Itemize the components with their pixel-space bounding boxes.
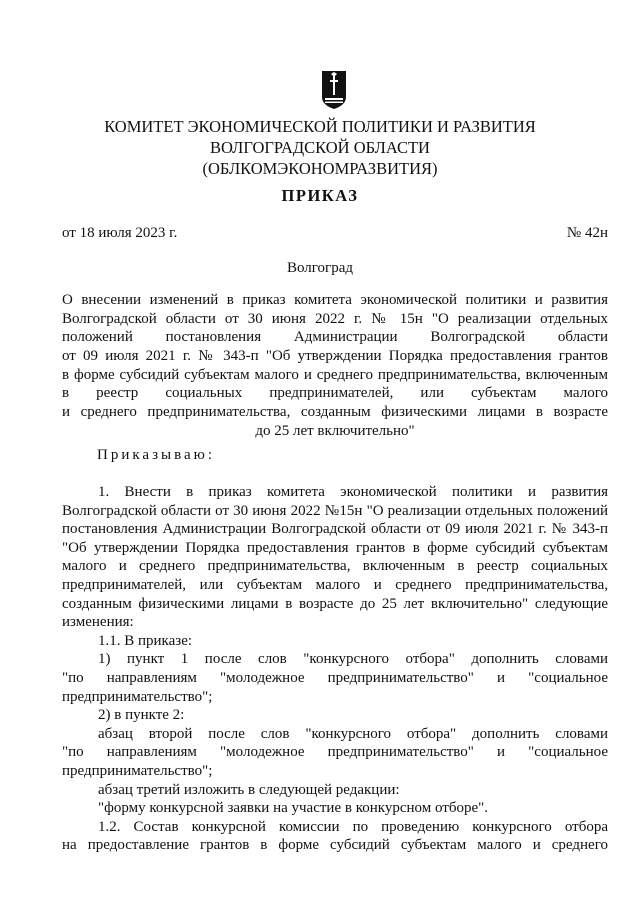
body-line: изменения:	[62, 614, 134, 631]
body-line: абзац второй после слов "конкурсного отбора" дополнить словами	[98, 725, 608, 742]
title-line: Волгоградской области от 30 июня 2022 г. № 15н "О реализации отдельных	[62, 310, 608, 327]
document-title	[62, 291, 608, 441]
document-date: от 18 июля 2023 г.	[62, 225, 178, 241]
body-line: 1.1. В приказе:	[98, 632, 193, 649]
document-type: ПРИКАЗ	[281, 186, 359, 205]
org-line-1: КОМИТЕТ ЭКОНОМИЧЕСКОЙ ПОЛИТИКИ И РАЗВИТИЯ	[104, 117, 536, 136]
body-line: "по направлениям "молодежное предпринимательство" и "социальное	[62, 669, 608, 686]
body-line: "форму конкурсной заявки на участие в конкурсном отборе".	[98, 800, 488, 817]
body-line: 2) в пункте 2:	[98, 707, 185, 724]
title-line: О внесении изменений в приказ комитета экономической политики и развития	[62, 292, 608, 308]
title-line: в реестр социальных предпринимателей, или субъектам малого	[62, 385, 608, 402]
document-city: Волгоград	[286, 260, 353, 276]
title-line: в форме субсидий субъектам малого и среднего предпринимательства, включенным	[62, 366, 608, 383]
body-line: 1. Внести в приказ комитета экономической политики и развития	[98, 484, 608, 500]
body-line: предпринимательство";	[62, 688, 213, 705]
organization-name	[0, 116, 640, 179]
org-line-2: ВОЛГОГРАДСКОЙ ОБЛАСТИ	[210, 138, 430, 157]
body-line: "по направлениям "молодежное предпринимательство" и "социальное	[62, 744, 608, 761]
org-line-3: (ОБЛКОМЭКОНОМРАЗВИТИЯ)	[202, 159, 438, 178]
order-word: Приказываю:	[97, 447, 215, 463]
body-line: предпринимательство";	[62, 762, 213, 779]
coat-of-arms-icon	[321, 70, 347, 110]
title-line: до 25 лет включительно"	[255, 422, 415, 439]
document-body	[62, 483, 608, 855]
body-line: постановления Администрации Волгоградской области от 09 июля 2021 г. № 343-п	[62, 521, 608, 538]
body-line: 1) пункт 1 после слов "конкурсного отбора" дополнить словами	[98, 651, 608, 668]
title-line: положений постановления Администрации Волгоградской области	[62, 329, 608, 346]
body-line: малого и среднего предпринимательства, включенным в реестр социальных	[62, 558, 608, 575]
body-line: "Об утверждении Порядка предоставления грантов в форме субсидий субъектам	[62, 539, 608, 556]
body-line: абзац третий изложить в следующей редакции:	[98, 781, 400, 798]
title-line: и среднего предпринимательства, созданным физическими лицами в возрасте	[62, 404, 608, 421]
body-line: предпринимателей, или субъектам малого и среднего предпринимательства,	[62, 576, 608, 593]
body-line: Волгоградской области от 30 июня 2022 №15н "О реализации отдельных положений	[62, 502, 608, 519]
document-number: № 42н	[566, 225, 608, 241]
title-line: от 09 июля 2021 г. № 343-п "Об утверждении Порядка предоставления грантов	[62, 348, 608, 365]
body-line: на предоставление грантов в форме субсидий субъектам малого и среднего	[62, 837, 608, 854]
body-line: созданным физическими лицами в возрасте до 25 лет включительно" следующие	[62, 595, 608, 612]
body-line: 1.2. Состав конкурсной комиссии по проведению конкурсного отбора	[98, 818, 608, 835]
